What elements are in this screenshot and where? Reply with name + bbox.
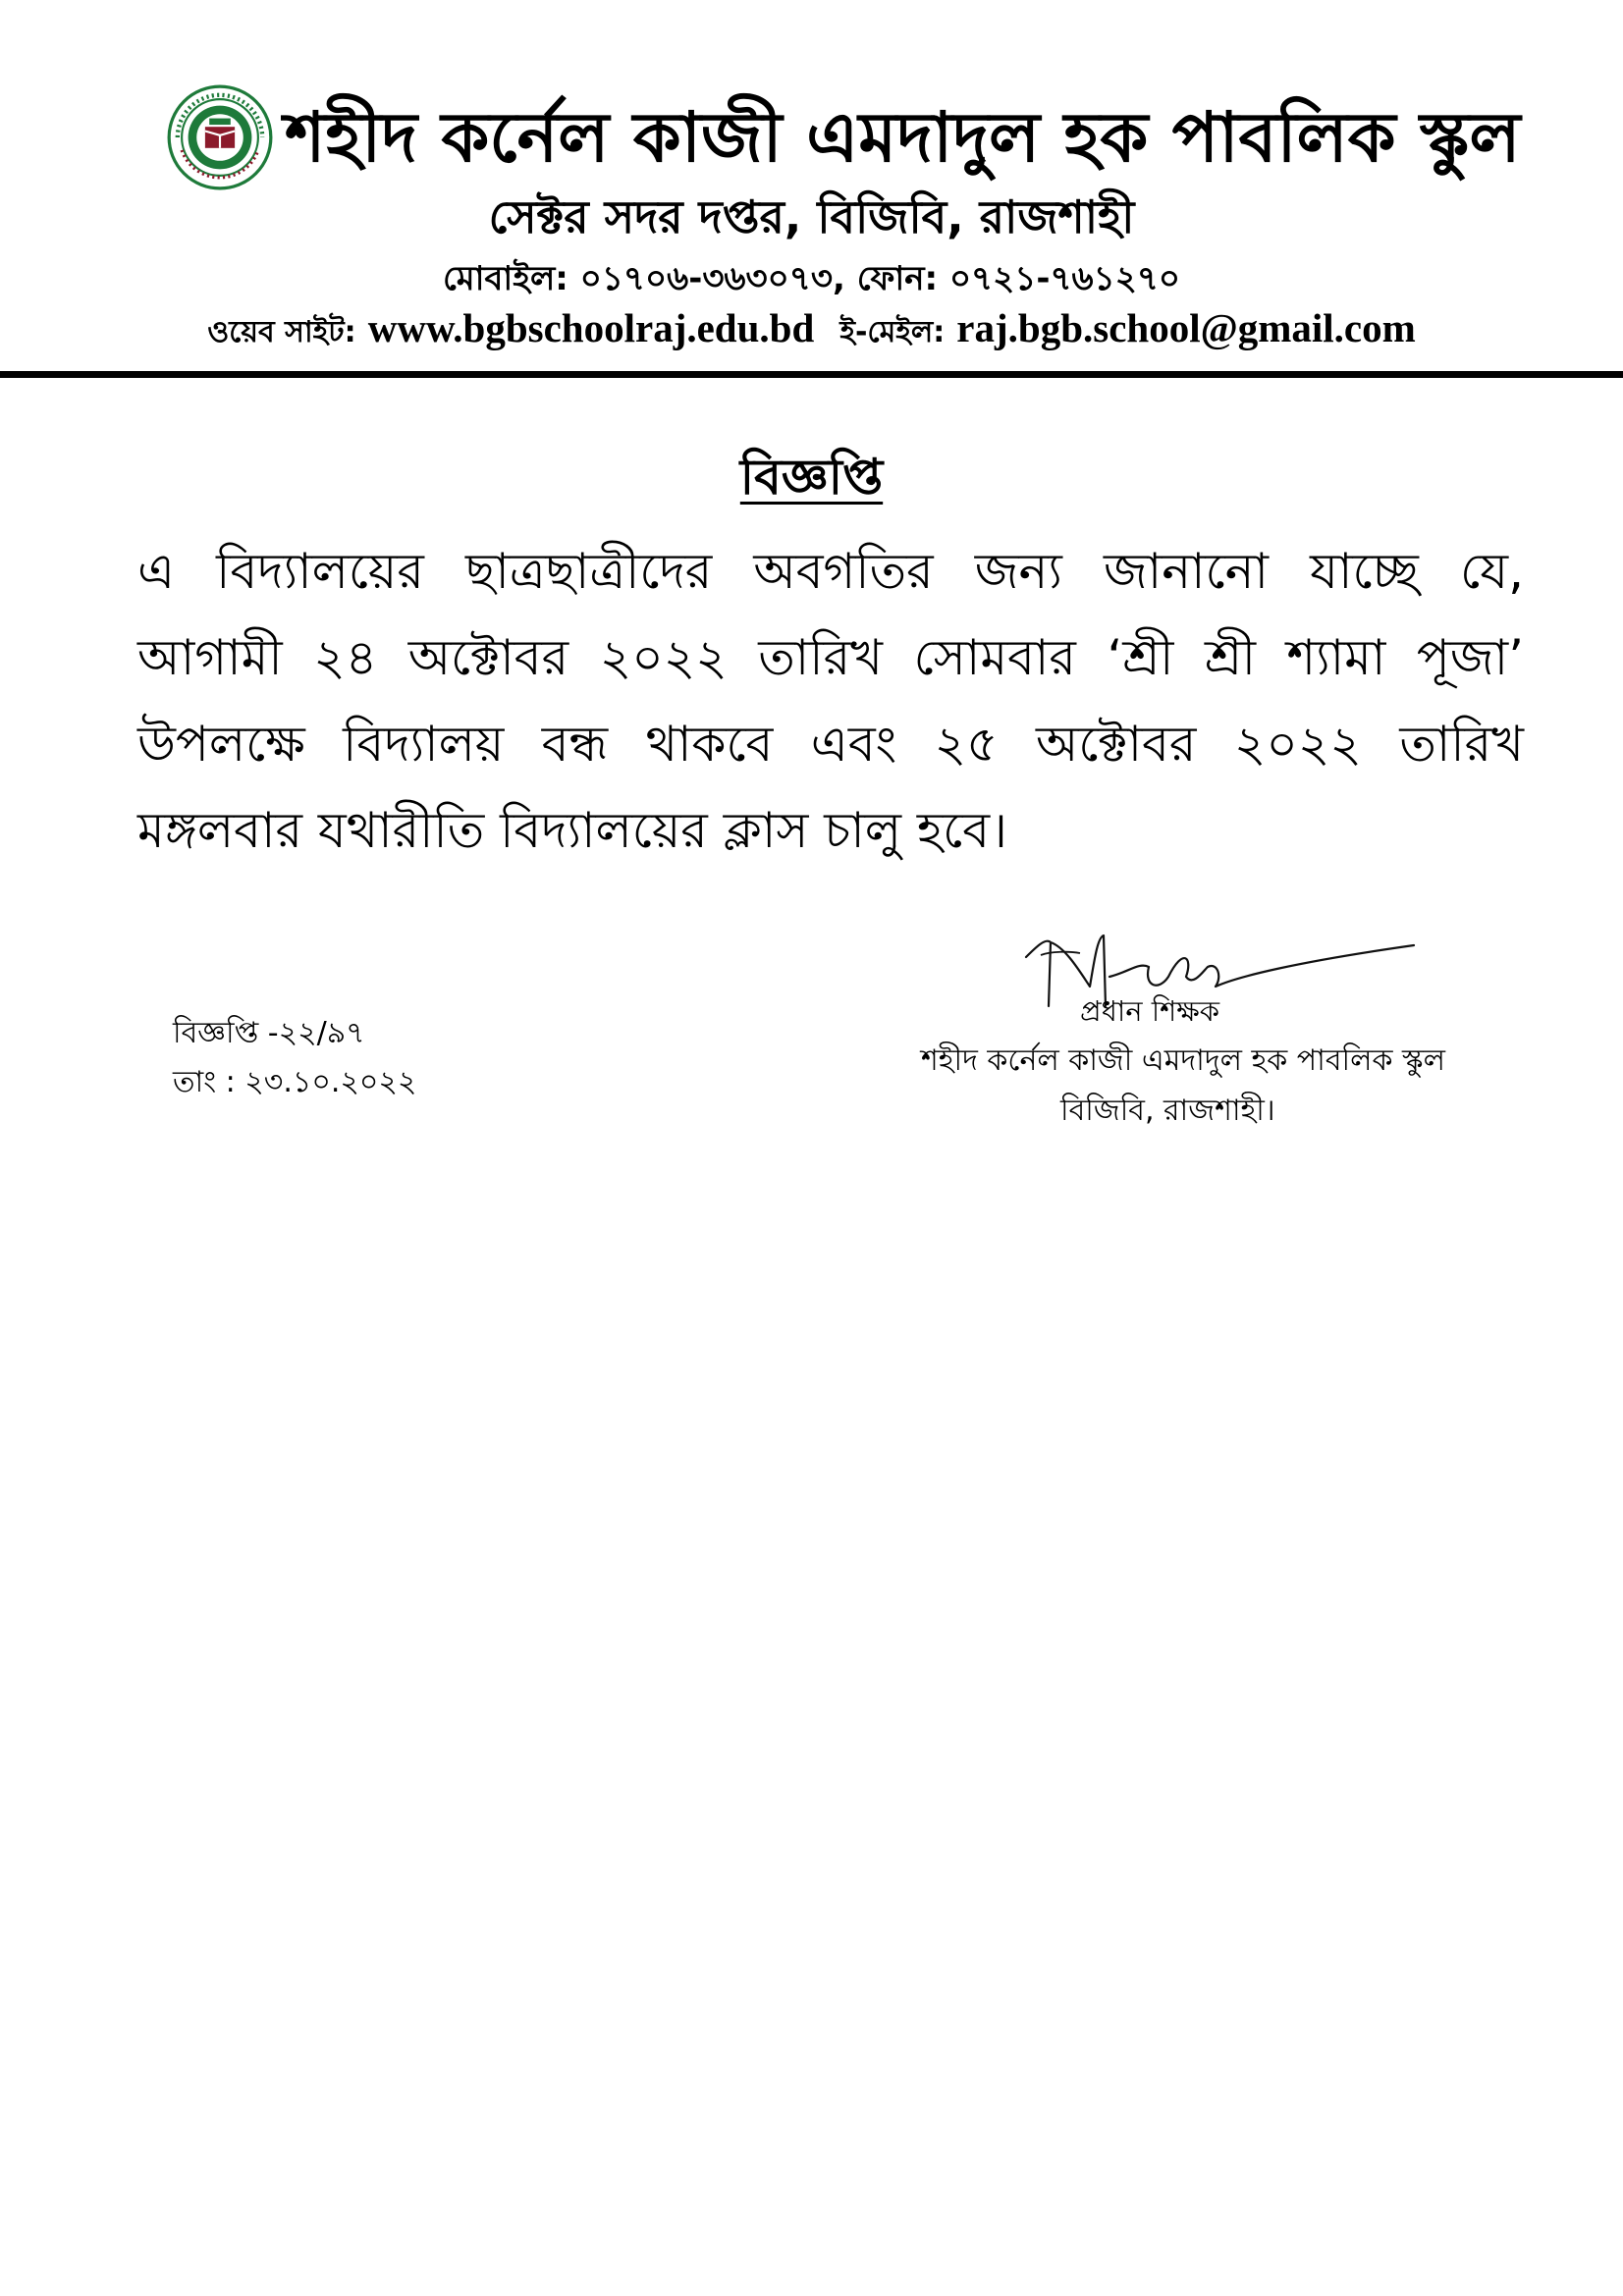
signatory-place: বিজিবি, রাজশাহী। xyxy=(1060,1094,1275,1128)
notice-line-3: উপলক্ষে বিদ্যালয় বন্ধ থাকবে এবং ২৫ অক্টোবর ২০২২ তারিখ xyxy=(137,716,1524,773)
notice-title xyxy=(0,440,1623,514)
website-link[interactable]: www.bgbschoolraj.edu.bd xyxy=(367,305,815,350)
notice-title-text: বিজ্ঞপ্তি xyxy=(739,449,884,506)
contact-web-line xyxy=(0,300,1623,360)
school-logo-icon xyxy=(167,84,273,190)
letterhead xyxy=(0,0,1623,393)
school-name: শহীদ কর্নেল কাজী এমদাদুল হক পাবলিক স্কুল xyxy=(285,97,1521,178)
email-label: ই-মেইল: xyxy=(839,315,946,349)
contact-phone: মোবাইল: ০১৭০৬-৩৬৩০৭৩, ফোন: ০৭২১-৭৬১২৭০ xyxy=(442,259,1181,298)
header-divider xyxy=(0,371,1623,378)
notice-line-2: আগামী ২৪ অক্টোবর ২০২২ তারিখ সোমবার ‘শ্রী শ্রী শ্যামা পূজা’ xyxy=(137,629,1524,686)
memo-number: বিজ্ঞপ্তি -২২/৯৭ xyxy=(173,1016,365,1050)
notice-line-1: এ বিদ্যালয়ের ছাত্রছাত্রীদের অবগতির জন্য জানানো যাচ্ছে যে, xyxy=(137,543,1524,600)
signatory-school: শহীদ কর্নেল কাজী এমদাদুল হক পাবলিক স্কুল xyxy=(921,1043,1445,1078)
school-address: সেক্টর সদর দপ্তর, বিজিবি, রাজশাহী xyxy=(488,190,1135,243)
notice-date: তাং : ২৩.১০.২০২২ xyxy=(173,1065,417,1099)
signatory-role: প্রধান শিক্ষক xyxy=(1080,994,1220,1028)
website-label: ওয়েব সাইট: xyxy=(207,315,356,349)
email-link[interactable]: raj.bgb.school@gmail.com xyxy=(956,305,1416,350)
notice-line-4: মঙ্গলবার যথারীতি বিদ্যালয়ের ক্লাস চালু হবে। xyxy=(137,802,1007,859)
